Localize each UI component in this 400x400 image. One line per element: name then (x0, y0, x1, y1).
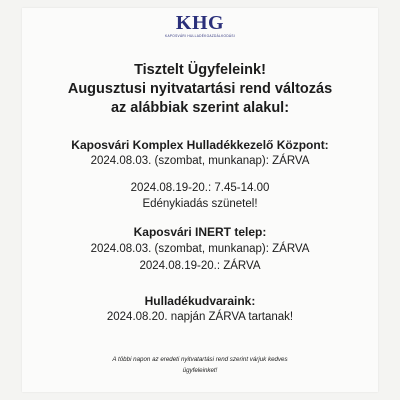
section-title-komplex: Kaposvári Komplex Hulladékkezelő Központ: (71, 138, 329, 152)
logo-mark: KHG (175, 12, 225, 34)
footer-note-line-1: A többi napon az eredeti nyitvatartási rend szerint várjuk kedves (112, 356, 288, 363)
section-hulladekudvar-line-1: 2024.08.20. napján ZÁRVA tartanak! (106, 311, 294, 323)
section-inert-line-1: 2024.08.03. (szombat, munkanap): ZÁRVA (90, 243, 310, 255)
section-title-hulladekudvar: Hulladékudvaraink: (144, 294, 256, 308)
greeting: Tisztelt Ügyfeleink! (134, 62, 266, 78)
section-title-inert: Kaposvári INERT telep: (133, 225, 267, 239)
notice-page (22, 8, 378, 392)
company-logo (22, 12, 378, 39)
announcement-line-2: az alábbiak szerint alakul: (110, 100, 290, 116)
logo-subtitle: KAPOSVÁRI HULLADÉKGAZDÁLKODÁSI (165, 34, 235, 38)
section-komplex-line-2: 2024.08.19-20.: 7.45-14.00 (130, 182, 270, 194)
section-komplex-line-3: Edénykiadás szünetel! (142, 198, 258, 210)
footer-note-line-2: ügyfeleinket! (182, 367, 218, 374)
section-komplex-line-1: 2024.08.03. (szombat, munkanap): ZÁRVA (90, 155, 310, 167)
announcement-line-1: Augusztusi nyitvatartási rend változás (67, 81, 333, 97)
section-inert-line-2: 2024.08.19-20.: ZÁRVA (139, 260, 261, 272)
